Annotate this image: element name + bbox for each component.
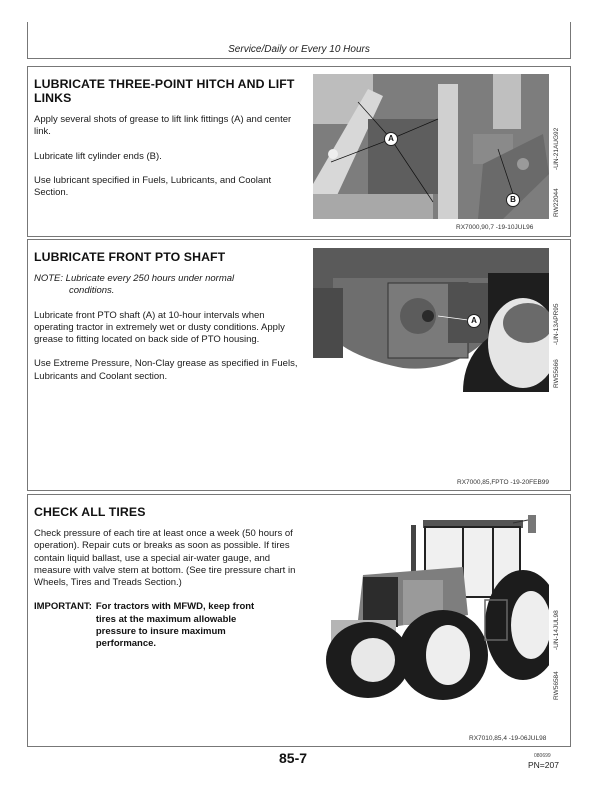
footer-code: 080699 [534,753,551,759]
figure-caption: RX7000,90,7 -19-10JUL96 [456,224,534,231]
figure-label-id: RW55666 [553,359,560,388]
callout-b: B [506,193,520,207]
pto-photo [313,248,549,392]
section-text [34,77,302,211]
important-notice [34,601,302,650]
section-lubricate-pto [27,239,571,491]
tractor-illustration [313,505,549,700]
pto-illustration [313,248,549,392]
section-text [34,250,302,395]
figure-label-id: RW22044 [553,188,560,217]
figure-caption: RX7000,85,FPTO -19-20FEB99 [457,479,550,486]
paragraph: Use lubricant specified in Fuels, Lubricants, and Coolant Section. [34,174,272,199]
paragraph: Use Extreme Pressure, Non-Clay grease as specified in Fuels, Lubricants and Coolant section. [34,358,298,382]
section-check-tires [27,494,571,747]
paragraph: Lubricate lift cylinder ends (B). [34,150,162,162]
paragraph: Apply several shots of grease to lift link fittings (A) and center link. [34,114,292,138]
callout-a: A [384,132,398,146]
section-title: LUBRICATE FRONT PTO SHAFT [34,250,226,264]
note [34,273,302,298]
page-header-box [27,22,571,59]
paragraph: Lubricate front PTO shaft (A) at 10-hour intervals when operating tractor in extremely wet or dusty conditions. Apply grease to fitting located on back side of PTO housing. [34,309,285,346]
footer-pn: PN=207 [528,760,559,770]
paragraph: Check pressure of each tire at least once a week (50 hours of operation). Repair cuts or breaks as soon as possible. If tires contain liquid ballast, use a special air-water gauge, and measure with valve stem at bottom. (See tire pressure chart in Wheels, Tires and Treads Section.) [34,528,296,589]
figure-label-date: -UN-14JUL98 [553,610,560,650]
tractor-photo [313,505,549,700]
section-title: LUBRICATE THREE-POINT HITCH AND LIFT LINKS [34,77,295,105]
callout-a: A [467,314,481,328]
important-text: For tractors with MFWD, keep front tires at the maximum allowable pressure to insure maximum performance. [95,601,255,650]
section-lubricate-hitch [27,66,571,237]
page-header-title: Service/Daily or Every 10 Hours [228,44,370,55]
important-label: IMPORTANT: [34,601,92,613]
figure-caption: RX7010,85,4 -19-06JUL98 [469,735,547,742]
section-text [34,505,302,651]
figure-label-id: RW56584 [553,671,560,700]
note-text: Lubricate every 250 hours under normal [65,273,235,284]
note-text-cont: conditions. [69,285,115,297]
note-label: NOTE: [34,273,64,284]
figure-label-date: -UN-13APR95 [553,303,560,345]
hitch-photo [313,74,549,219]
section-title: CHECK ALL TIRES [34,505,146,519]
page-number: 85-7 [279,750,308,766]
figure-label-date: -UN-21AUG92 [553,127,560,170]
